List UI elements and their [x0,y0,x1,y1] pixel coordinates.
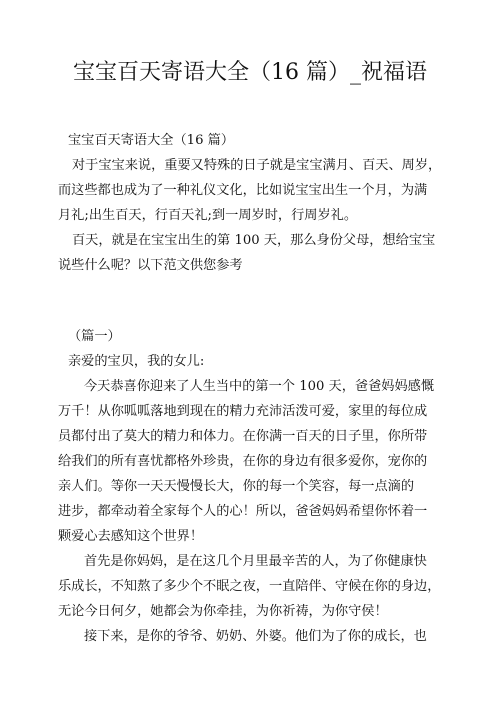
page-title: 宝宝百天寄语大全（16 篇）_祝福语 [73,60,427,85]
para1-line: 万千！从你呱呱落地到现在的精力充沛活泼可爱，家里的每位成 [58,404,428,419]
para2-line: 无论今日何夕，她都会为你牵挂，为你祈祷，为你守侯！ [58,604,388,619]
para1-line: 亲人们。等你一天天慢慢长大，你的每一个笑容，每一点滴的 [58,479,415,494]
greeting: 亲爱的宝贝，我的女儿: [68,354,205,369]
section-label: （篇一） [68,329,121,344]
para1-line: 进步，都牵动着全家每个人的心！所以，爸爸妈妈希望你怀着一 [58,504,428,519]
para1-line: 颗爱心去感知这个世界！ [58,529,204,544]
para1-line: 给我们的所有喜忧都格外珍贵，在你的身边有很多爱你，宠你的 [58,454,428,469]
para1-line: 今天恭喜你迎来了人生当中的第一个 100 天，爸爸妈妈感慨 [84,379,435,394]
intro-line: 月礼;出生百天，行百天礼;到一周岁时，行周岁礼。 [58,208,358,223]
intro-line: 而这些都也成为了一种礼仪文化，比如说宝宝出生一个月，为满 [58,183,428,198]
document-body [58,128,450,649]
para2-line: 乐成长，不知熬了多少个不眠之夜，一直陪伴、守候在你的身边， [58,579,441,594]
para2-line: 首先是你妈妈，是在这几个月里最辛苦的人，为了你健康快 [84,554,427,569]
intro2-line: 说些什么呢？以下范文供您参考 [58,258,243,273]
para1-line: 员都付出了莫大的精力和体力。在你满一百天的日子里，你所带 [58,429,428,444]
para3-line: 接下来，是你的爷爷、奶奶、外婆。他们为了你的成长，也 [84,629,427,644]
intro-line: 对于宝宝来说，重要又特殊的日子就是宝宝满月、百天、周岁， [72,158,442,173]
subtitle: 宝宝百天寄语大全（16 篇） [68,133,235,148]
intro2-line: 百天，就是在宝宝出生的第 100 天，那么身份父母，想给宝宝 [72,233,436,248]
spacer [58,278,450,324]
